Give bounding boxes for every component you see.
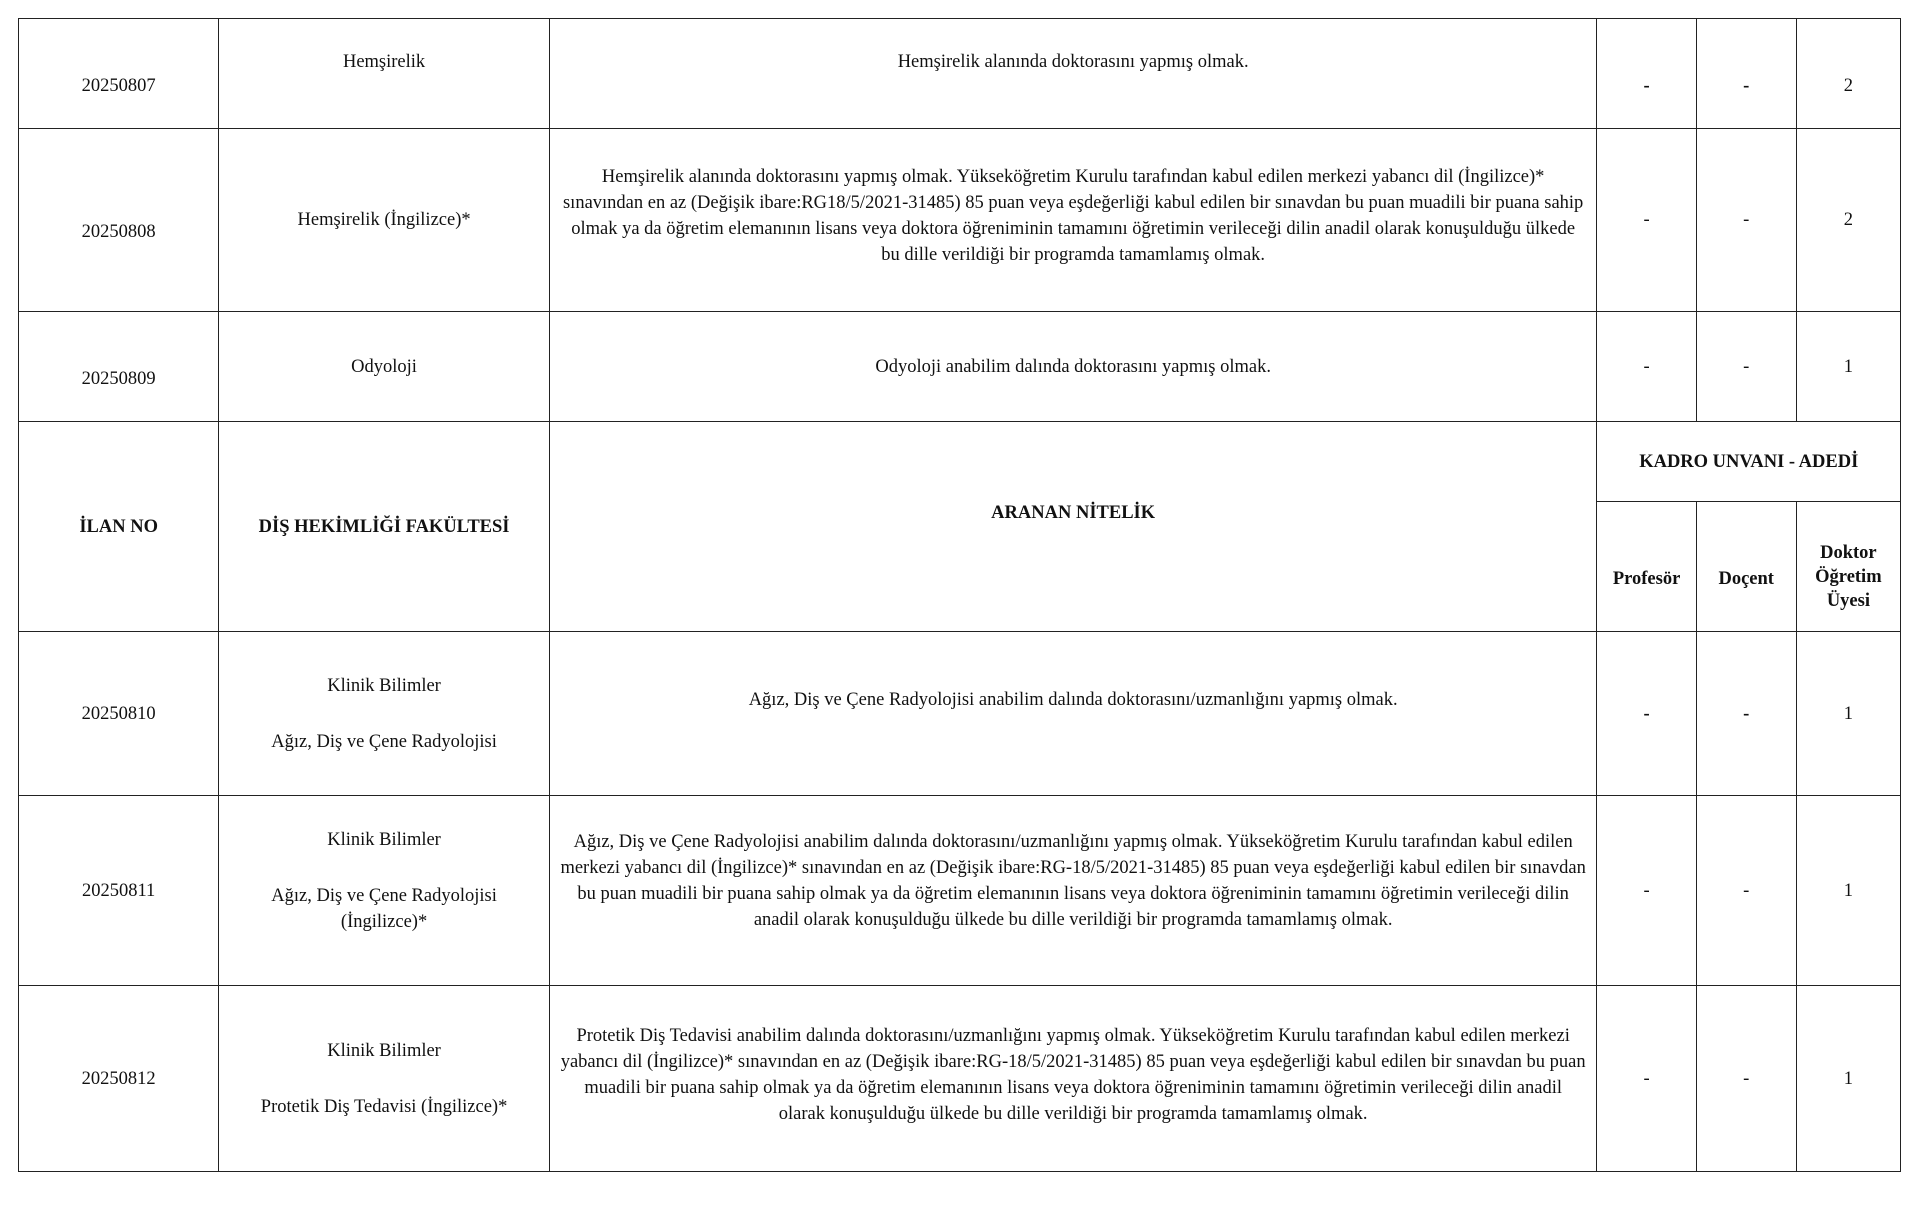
header-faculty: DİŞ HEKİMLİĞİ FAKÜLTESİ bbox=[219, 422, 550, 632]
prof-count: - bbox=[1597, 312, 1696, 422]
ilan-no: 20250812 bbox=[19, 986, 219, 1172]
dr-count: 2 bbox=[1796, 19, 1900, 129]
prof-count: - bbox=[1597, 632, 1696, 796]
requirement-text: Ağız, Diş ve Çene Radyolojisi anabilim dalında doktorasını/uzmanlığını yapmış olmak. Yükseköğretim Kurulu tarafından kabul edilen merkezi yabancı dil (İngilizce)* sınavından en az (Değişik ibare:RG-18/5/2021-31485) 85 puan veya eşdeğerliği kabul edilen bir sınavdan bu puan muadili bir puana sahip olmak ya da öğretim elemanının lisans veya doktora öğreniminin tamamını öğretimin verileceği dilin anadil olarak konuşulduğu ülkede bu dille verildiği bir programda tamamlamış olmak. bbox=[549, 796, 1597, 986]
header-doktor-ogretim-uyesi: Doktor Öğretim Üyesi bbox=[1796, 502, 1900, 632]
ilan-no: 20250810 bbox=[19, 632, 219, 796]
table-row bbox=[19, 796, 1901, 986]
requirement-text: Ağız, Diş ve Çene Radyolojisi anabilim dalında doktorasını/uzmanlığını yapmış olmak. bbox=[549, 632, 1597, 796]
unit-name: Klinik Bilimler Protetik Diş Tedavisi (İngilizce)* bbox=[219, 986, 550, 1172]
table-row bbox=[19, 632, 1901, 796]
unit-name: Hemşirelik (İngilizce)* bbox=[219, 129, 550, 312]
header-row bbox=[19, 422, 1901, 502]
prof-count: - bbox=[1597, 986, 1696, 1172]
table-row bbox=[19, 129, 1901, 312]
table-row bbox=[19, 19, 1901, 129]
header-aranan-nitelik: ARANAN NİTELİK bbox=[549, 422, 1597, 632]
dr-count: 1 bbox=[1796, 986, 1900, 1172]
prof-count: - bbox=[1597, 796, 1696, 986]
docent-count: - bbox=[1696, 19, 1796, 129]
unit-name: Klinik Bilimler Ağız, Diş ve Çene Radyolojisi bbox=[219, 632, 550, 796]
ilan-no: 20250809 bbox=[19, 312, 219, 422]
dr-count: 2 bbox=[1796, 129, 1900, 312]
requirement-text: Hemşirelik alanında doktorasını yapmış olmak. Yükseköğretim Kurulu tarafından kabul edilen merkezi yabancı dil (İngilizce)* sınavından en az (Değişik ibare:RG18/5/2021-31485) 85 puan veya eşdeğerliği kabul edilen bir sınavdan bu puan muadili bir puana sahip olmak ya da öğretim elemanının lisans veya doktora öğreniminin tamamını öğretimin verileceği dilin anadil olarak konuşulduğu ülkede bu dille verildiği bir programda tamamlamış olmak. bbox=[549, 129, 1597, 312]
ilan-no: 20250807 bbox=[19, 19, 219, 129]
docent-count: - bbox=[1696, 632, 1796, 796]
requirement-text: Protetik Diş Tedavisi anabilim dalında doktorasını/uzmanlığını yapmış olmak. Yükseköğretim Kurulu tarafından kabul edilen merkezi yabancı dil (İngilizce)* sınavından en az (Değişik ibare:RG-18/5/2021-31485) 85 puan veya eşdeğerliği kabul edilen bir sınavdan bu puan muadili bir puana sahip olmak ya da öğretim elemanının lisans veya doktora öğreniminin tamamını öğretimin verileceği dilin anadil olarak konuşulduğu ülkede bu dille verildiği bir programda tamamlamış olmak. bbox=[549, 986, 1597, 1172]
table-row bbox=[19, 986, 1901, 1172]
positions-table bbox=[18, 18, 1901, 1172]
ilan-no: 20250808 bbox=[19, 129, 219, 312]
header-ilan-no: İLAN NO bbox=[19, 422, 219, 632]
table-row bbox=[19, 312, 1901, 422]
dr-count: 1 bbox=[1796, 312, 1900, 422]
docent-count: - bbox=[1696, 312, 1796, 422]
header-profesor: Profesör bbox=[1597, 502, 1696, 632]
docent-count: - bbox=[1696, 796, 1796, 986]
unit-name: Klinik Bilimler Ağız, Diş ve Çene Radyolojisi (İngilizce)* bbox=[219, 796, 550, 986]
requirement-text: Hemşirelik alanında doktorasını yapmış olmak. bbox=[549, 19, 1597, 129]
docent-count: - bbox=[1696, 986, 1796, 1172]
header-docent: Doçent bbox=[1696, 502, 1796, 632]
dr-count: 1 bbox=[1796, 796, 1900, 986]
dr-count: 1 bbox=[1796, 632, 1900, 796]
unit-name: Hemşirelik bbox=[219, 19, 550, 129]
prof-count: - bbox=[1597, 129, 1696, 312]
requirement-text: Odyoloji anabilim dalında doktorasını yapmış olmak. bbox=[549, 312, 1597, 422]
docent-count: - bbox=[1696, 129, 1796, 312]
prof-count: - bbox=[1597, 19, 1696, 129]
ilan-no: 20250811 bbox=[19, 796, 219, 986]
header-kadro: KADRO UNVANI - ADEDİ bbox=[1597, 422, 1901, 502]
unit-name: Odyoloji bbox=[219, 312, 550, 422]
